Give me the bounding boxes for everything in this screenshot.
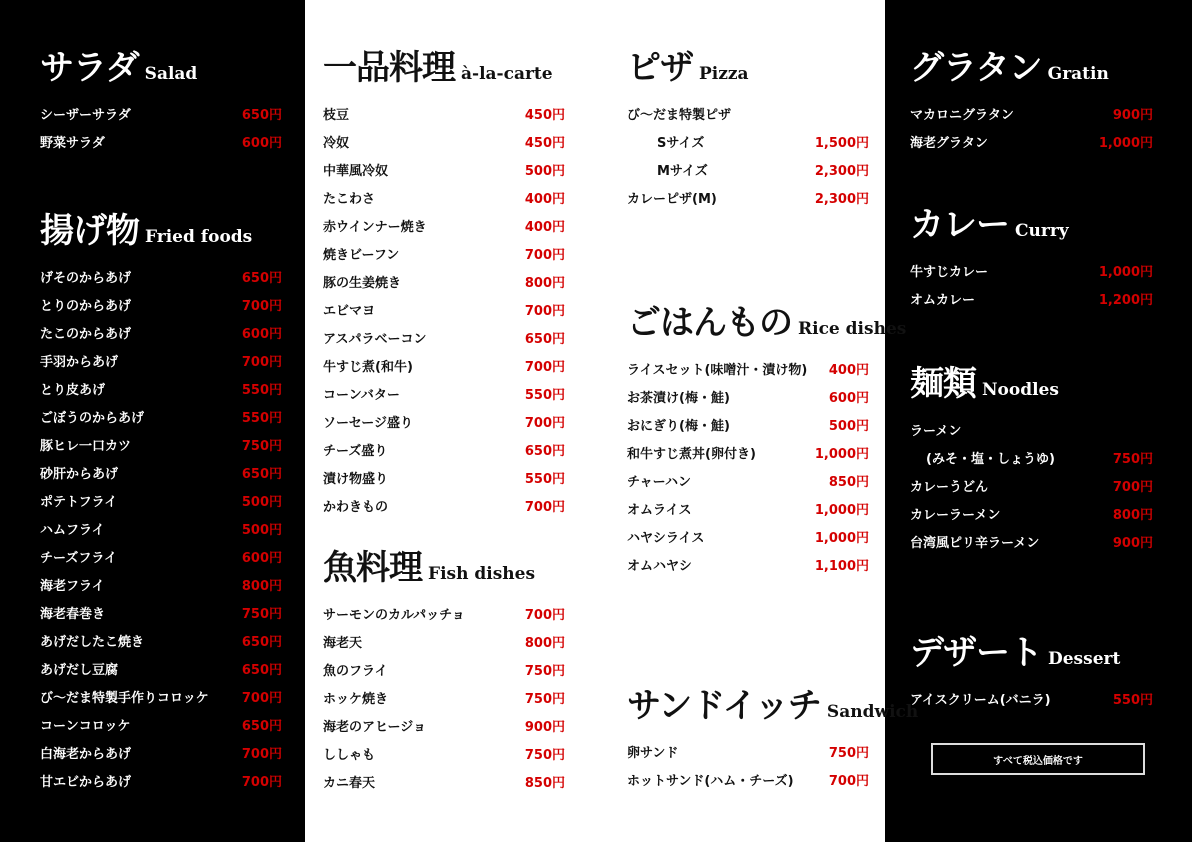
section-title [40, 203, 282, 252]
menu-item [323, 627, 565, 655]
menu-item-name: とり皮あげ [40, 382, 106, 398]
menu-item-price: 650円 [241, 718, 282, 734]
menu-item-name: び～だま特製ピザ [627, 107, 732, 123]
menu-item-name: あげだし豆腐 [40, 662, 119, 678]
section-title [910, 197, 1153, 246]
section-title [323, 40, 565, 89]
menu-item-name: ハヤシライス [627, 530, 705, 546]
menu-item-price: 450円 [524, 135, 565, 151]
menu-item [40, 626, 282, 654]
section-title [910, 625, 1153, 674]
menu-item-price: 2,300円 [814, 163, 869, 179]
menu-item-name: ししゃも [323, 747, 376, 763]
menu-item-price: 1,100円 [814, 558, 869, 574]
menu-item-name: 牛すじ煮(和牛) [323, 359, 413, 375]
menu-item [323, 655, 565, 683]
menu-item [40, 654, 282, 682]
menu-item-name: マカロニグラタン [910, 107, 1014, 123]
menu-item-name: Mサイズ [657, 163, 708, 179]
menu-item-price: 750円 [524, 691, 565, 707]
menu-item-price: 650円 [241, 270, 282, 286]
menu-item [323, 267, 565, 295]
menu-item-name: サーモンのカルパッチョ [323, 607, 465, 623]
menu-item-name: オムライス [627, 502, 692, 518]
menu-item-price: 700円 [524, 303, 565, 319]
menu-item [627, 494, 869, 522]
menu-item-price: 650円 [241, 466, 282, 482]
menu-item [40, 542, 282, 570]
menu-item [323, 711, 565, 739]
menu-item [627, 354, 869, 382]
section-title-en: à-la-carte [461, 64, 553, 84]
menu-item [323, 295, 565, 323]
section-title-jp: サンドイッチ [627, 686, 821, 726]
menu-item-price: 850円 [524, 775, 565, 791]
menu-item [323, 211, 565, 239]
menu-item-name: オムハヤシ [627, 558, 692, 574]
menu-item [323, 323, 565, 351]
menu-item [323, 683, 565, 711]
menu-item-price: 700円 [241, 690, 282, 706]
menu-item [40, 710, 282, 738]
menu-item-name: たこわさ [323, 191, 376, 207]
section-title-jp: 一品料理 [323, 48, 455, 88]
section-fried-foods [40, 203, 282, 794]
menu-item-price: 1,500円 [814, 135, 869, 151]
section-title-en: Dessert [1048, 649, 1121, 669]
menu-item-name: カレーピザ(M) [627, 191, 717, 207]
section-title-en: Pizza [699, 64, 749, 84]
menu-item [627, 127, 869, 155]
menu-list [40, 262, 282, 794]
section-title-jp: ごはんもの [627, 303, 792, 343]
menu-item-name: コーンバター [323, 387, 400, 403]
menu-item-name: 卵サンド [627, 745, 679, 761]
menu-item-price: 700円 [828, 773, 869, 789]
section-dessert [910, 625, 1153, 712]
menu-item-price: 1,000円 [814, 446, 869, 462]
menu-item-price: 700円 [241, 298, 282, 314]
section-title-en: Salad [144, 64, 198, 84]
menu-item-name: チーズフライ [40, 550, 117, 566]
menu-item-name: ホットサンド(ハム・チーズ) [627, 773, 794, 789]
menu-item [40, 682, 282, 710]
menu-item-name: とりのからあげ [40, 298, 132, 314]
menu-item [910, 471, 1153, 499]
menu-item-name: 白海老からあげ [40, 746, 132, 762]
menu-item-price: 700円 [524, 415, 565, 431]
menu-item-name: 冷奴 [323, 135, 350, 151]
menu-item-price: 900円 [524, 719, 565, 735]
menu-item [627, 550, 869, 578]
menu-item-name: ラーメン [910, 423, 962, 439]
section-title-en: Noodles [982, 380, 1059, 400]
menu-item-name: ソーセージ盛り [323, 415, 413, 431]
menu-item-price: 600円 [241, 550, 282, 566]
menu-item-price: 700円 [241, 746, 282, 762]
section-salad [40, 40, 282, 155]
menu-item-price: 750円 [241, 438, 282, 454]
menu-item-name: あげだしたこ焼き [40, 634, 145, 650]
menu-item-name: シーザーサラダ [40, 107, 131, 123]
menu-item-price: 750円 [828, 745, 869, 761]
section-noodles [910, 356, 1153, 555]
section-title [910, 40, 1153, 89]
menu-item [627, 737, 869, 765]
menu-item-name: 海老のアヒージョ [323, 719, 426, 735]
menu-item [627, 410, 869, 438]
section-a-la-carte [323, 40, 565, 519]
menu-item-name: ライスセット(味噌汁・漬け物) [627, 362, 808, 378]
menu-item-name: カレーうどん [910, 479, 989, 495]
menu-list [627, 99, 869, 211]
menu-item-name: アスパラベーコン [323, 331, 427, 347]
menu-item-name: 牛すじカレー [910, 264, 989, 280]
menu-item [40, 127, 282, 155]
menu-item-name: 豚の生姜焼き [323, 275, 402, 291]
section-title [40, 40, 282, 89]
menu-item-name: アイスクリーム(バニラ) [910, 692, 1051, 708]
menu-item [40, 570, 282, 598]
menu-item-name: 台湾風ピリ辛ラーメン [910, 535, 1040, 551]
menu-item-name: 漬け物盛り [323, 471, 389, 487]
menu-item-name: び～だま特製手作りコロッケ [40, 690, 209, 706]
menu-item-name: カレーラーメン [910, 507, 1001, 523]
menu-item [323, 599, 565, 627]
menu-item-price: 850円 [828, 474, 869, 490]
section-gratin [910, 40, 1153, 155]
section-title-jp: 揚げ物 [40, 211, 139, 251]
section-title-en: Gratin [1047, 64, 1109, 84]
menu-item-name: 中華風冷奴 [323, 163, 389, 179]
menu-item-name: ごぼうのからあげ [40, 410, 145, 426]
menu-item [627, 522, 869, 550]
menu-item [323, 155, 565, 183]
menu-item [627, 382, 869, 410]
menu-list [910, 684, 1153, 712]
menu-item-price: 550円 [241, 382, 282, 398]
menu-item-name: Sサイズ [657, 135, 705, 151]
menu-item-price: 1,000円 [1098, 135, 1153, 151]
menu-item [323, 127, 565, 155]
menu-item-name: 枝豆 [323, 107, 350, 123]
menu-item-price: 2,300円 [814, 191, 869, 207]
menu-item-name: げそのからあげ [40, 270, 132, 286]
menu-item [323, 407, 565, 435]
section-pizza [627, 40, 869, 211]
menu-item [910, 127, 1153, 155]
menu-item-price: 400円 [524, 219, 565, 235]
menu-item-price: 1,000円 [814, 530, 869, 546]
section-title-jp: グラタン [910, 48, 1042, 88]
menu-item-price: 800円 [241, 578, 282, 594]
menu-item-name: たこのからあげ [40, 326, 132, 342]
menu-item-price: 700円 [524, 499, 565, 515]
menu-item-name: 海老グラタン [910, 135, 988, 151]
menu-item [40, 262, 282, 290]
menu-item-name: 和牛すじ煮丼(卵付き) [627, 446, 756, 462]
section-title-jp: カレー [910, 205, 1009, 245]
menu-item-price: 700円 [524, 607, 565, 623]
menu-item-name: チーズ盛り [323, 443, 388, 459]
menu-item-price: 1,000円 [1098, 264, 1153, 280]
menu-item [323, 435, 565, 463]
menu-item [910, 527, 1153, 555]
menu-item-price: 700円 [241, 774, 282, 790]
menu-item [323, 463, 565, 491]
menu-item-price: 650円 [524, 443, 565, 459]
menu-item-price: 550円 [1112, 692, 1153, 708]
section-title-en: Curry [1015, 221, 1069, 241]
menu-list [627, 354, 869, 578]
menu-item [910, 684, 1153, 712]
menu-item [40, 458, 282, 486]
menu-item-name: かわきもの [323, 499, 389, 515]
menu-item-name: エビマヨ [323, 303, 376, 319]
menu-item [323, 99, 565, 127]
menu-item [627, 466, 869, 494]
section-title-jp: 麺類 [910, 364, 976, 404]
menu-item-name: ポテトフライ [40, 494, 118, 510]
section-fish-dishes [323, 540, 565, 795]
menu-item [40, 766, 282, 794]
section-title-jp: 魚料理 [323, 548, 422, 588]
section-title-en: Rice dishes [798, 319, 907, 339]
menu-item-price: 900円 [1112, 107, 1153, 123]
menu-item-name: 甘エビからあげ [40, 774, 132, 790]
menu-item [910, 415, 1153, 443]
section-title [323, 540, 565, 589]
section-title-en: Sandwich [826, 702, 919, 722]
menu-item-name: おにぎり(梅・鮭) [627, 418, 730, 434]
menu-item-name: 海老天 [323, 635, 363, 651]
menu-item [323, 767, 565, 795]
menu-item-name: 海老フライ [40, 578, 105, 594]
menu-item-name: コーンコロッケ [40, 718, 131, 734]
menu-item [40, 318, 282, 346]
menu-item-price: 800円 [1112, 507, 1153, 523]
menu-item-price: 700円 [1112, 479, 1153, 495]
menu-item [40, 486, 282, 514]
section-title [627, 678, 919, 727]
menu-item-price: 750円 [524, 747, 565, 763]
section-title-jp: ピザ [627, 48, 693, 88]
menu-item-price: 750円 [1112, 451, 1153, 467]
menu-item-price: 600円 [241, 135, 282, 151]
section-curry [910, 197, 1153, 312]
menu-item-price: 550円 [524, 471, 565, 487]
menu-item [627, 765, 869, 793]
menu-item [323, 239, 565, 267]
menu-item-price: 500円 [241, 494, 282, 510]
menu-item-name: (みそ・塩・しょうゆ) [926, 451, 1055, 467]
menu-item-name: カニ春天 [323, 775, 376, 791]
menu-item-name: チャーハン [627, 474, 691, 490]
menu-item [40, 430, 282, 458]
section-title [627, 295, 907, 344]
menu-item [40, 738, 282, 766]
menu-item [40, 374, 282, 402]
menu-item [910, 499, 1153, 527]
menu-item [627, 438, 869, 466]
menu-item [910, 443, 1153, 471]
menu-item-name: 豚ヒレ一口カツ [40, 438, 132, 454]
menu-item-price: 1,200円 [1098, 292, 1153, 308]
menu-item-price: 800円 [524, 275, 565, 291]
menu-item-price: 750円 [524, 663, 565, 679]
menu-item-price: 500円 [828, 418, 869, 434]
menu-item-price: 400円 [524, 191, 565, 207]
menu-item-name: 海老春巻き [40, 606, 106, 622]
menu-item [910, 284, 1153, 312]
menu-item [40, 99, 282, 127]
menu-item [40, 346, 282, 374]
menu-item [323, 491, 565, 519]
section-title [910, 356, 1153, 405]
menu-item-name: お茶漬け(梅・鮭) [627, 390, 730, 406]
menu-item [323, 351, 565, 379]
menu-item-price: 1,000円 [814, 502, 869, 518]
menu-item [40, 514, 282, 542]
menu-item [40, 402, 282, 430]
menu-list [323, 99, 565, 519]
menu-item-price: 550円 [241, 410, 282, 426]
menu-item-name: 焼きビーフン [323, 247, 400, 263]
section-title-jp: デザート [910, 633, 1042, 673]
menu-item-price: 700円 [524, 247, 565, 263]
menu-item-price: 450円 [524, 107, 565, 123]
menu-item [910, 256, 1153, 284]
menu-item-price: 650円 [241, 107, 282, 123]
menu-item [40, 598, 282, 626]
menu-item-name: オムカレー [910, 292, 976, 308]
menu-item-name: 野菜サラダ [40, 135, 105, 151]
menu-item-name: ハムフライ [40, 522, 105, 538]
menu-item-price: 550円 [524, 387, 565, 403]
tax-included-note: すべて税込価格です [931, 743, 1145, 775]
section-title-en: Fried foods [145, 227, 253, 247]
menu-item-price: 750円 [241, 606, 282, 622]
menu-item [910, 99, 1153, 127]
menu-list [910, 256, 1153, 312]
menu-item-price: 600円 [241, 326, 282, 342]
section-title-en: Fish dishes [428, 564, 536, 584]
menu-item [323, 739, 565, 767]
menu-item-name: 魚のフライ [323, 663, 388, 679]
menu-item-price: 650円 [524, 331, 565, 347]
menu-item-name: 赤ウインナー焼き [323, 219, 427, 235]
menu-item-name: 砂肝からあげ [40, 466, 119, 482]
menu-item-price: 600円 [828, 390, 869, 406]
section-rice-dishes [627, 295, 907, 578]
menu-item-price: 700円 [524, 359, 565, 375]
menu-item-name: 手羽からあげ [40, 354, 119, 370]
menu-item [627, 183, 869, 211]
menu-item-price: 700円 [241, 354, 282, 370]
menu-item [40, 290, 282, 318]
section-sandwich [627, 678, 919, 793]
menu-list [40, 99, 282, 155]
menu-item [323, 379, 565, 407]
menu-list [910, 99, 1153, 155]
section-title [627, 40, 869, 89]
menu-item-price: 650円 [241, 634, 282, 650]
menu-list [627, 737, 869, 793]
menu-item-price: 500円 [241, 522, 282, 538]
menu-list [910, 415, 1153, 555]
menu-item-price: 500円 [524, 163, 565, 179]
menu-item-price: 400円 [828, 362, 869, 378]
menu-item-price: 800円 [524, 635, 565, 651]
section-title-jp: サラダ [40, 48, 139, 88]
menu-list [323, 599, 565, 795]
menu-item-price: 900円 [1112, 535, 1153, 551]
menu-item [323, 183, 565, 211]
menu-item [627, 155, 869, 183]
menu-item-price: 650円 [241, 662, 282, 678]
menu-item-name: ホッケ焼き [323, 691, 389, 707]
menu-item [627, 99, 869, 127]
